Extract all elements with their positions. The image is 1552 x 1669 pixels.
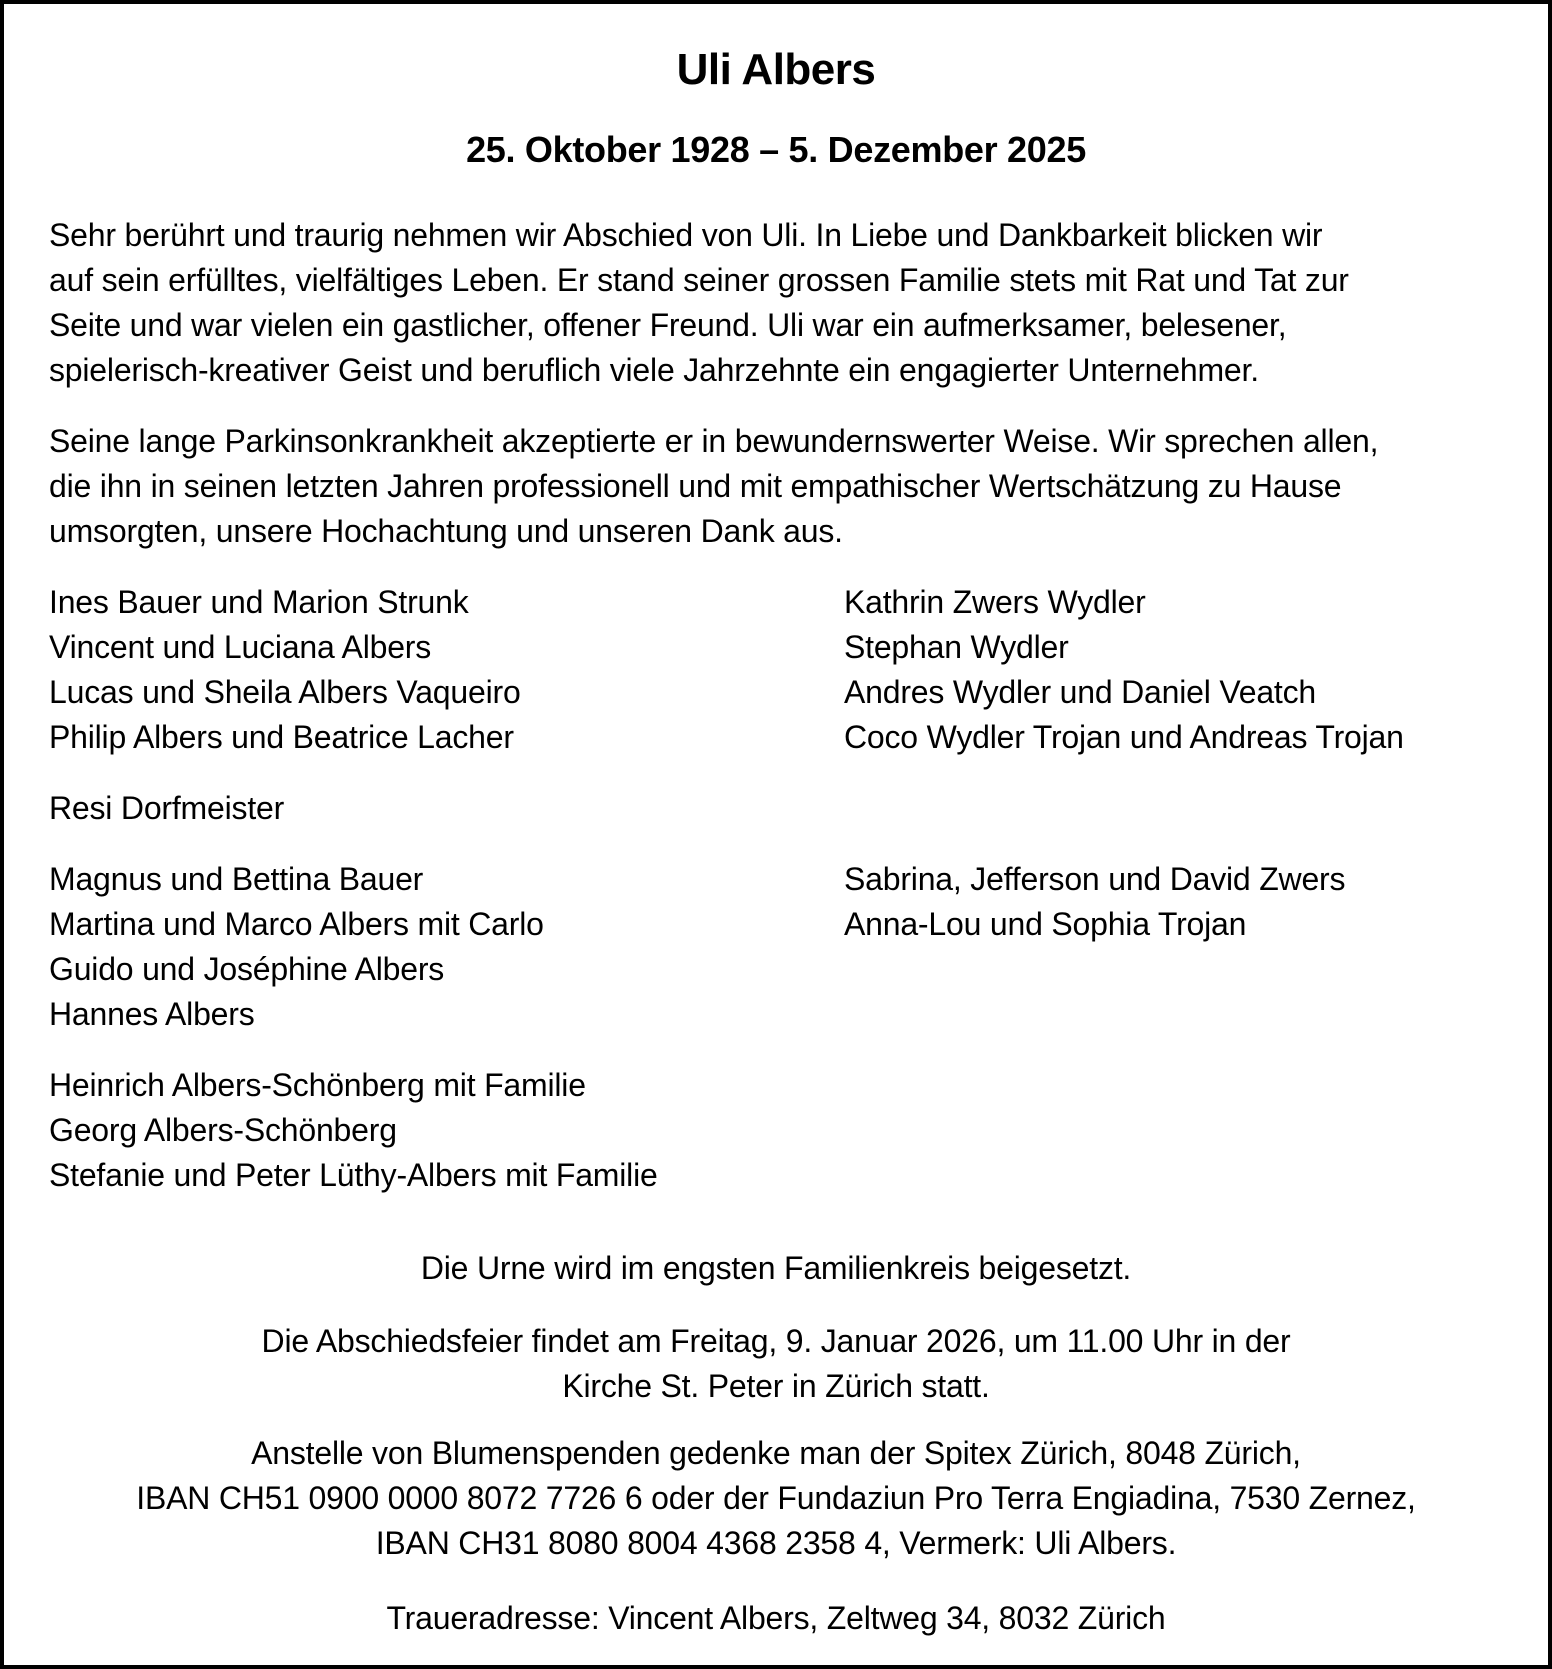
- donation-line: IBAN CH51 0900 0000 8072 7726 6 oder der Fundaziun Pro Terra Engiadina, 7530 Zernez,: [136, 1480, 1416, 1516]
- mourner-column-left: [49, 786, 844, 831]
- obituary-paragraph-1: [49, 213, 1503, 393]
- mourner-name: Sabrina, Jefferson und David Zwers: [844, 861, 1346, 897]
- urn-notice: [49, 1246, 1503, 1291]
- paragraph-line: die ihn in seinen letzten Jahren professionell und mit empathischer Wertschätzung zu Hause: [49, 468, 1342, 504]
- obituary-paragraph-2: [49, 419, 1503, 554]
- mourner-group-4: [49, 1063, 1503, 1198]
- mourner-name: Philip Albers und Beatrice Lacher: [49, 719, 514, 755]
- farewell-service-info: [49, 1319, 1503, 1409]
- deceased-name: Uli Albers: [676, 45, 876, 94]
- paragraph-line: Seine lange Parkinsonkrankheit akzeptierte er in bewundernswerter Weise. Wir sprechen allen,: [49, 423, 1379, 459]
- farewell-line: Die Abschiedsfeier findet am Freitag, 9. Januar 2026, um 11.00 Uhr in der: [261, 1323, 1291, 1359]
- mourner-group-2: [49, 786, 1503, 831]
- mourner-name: Magnus und Bettina Bauer: [49, 861, 424, 897]
- life-dates: 25. Oktober 1928 – 5. Dezember 2025: [466, 129, 1086, 170]
- urn-notice-text: Die Urne wird im engsten Familienkreis beigesetzt.: [420, 1250, 1132, 1286]
- mourner-name: Stefanie und Peter Lüthy-Albers mit Familie: [49, 1157, 658, 1193]
- mourner-name: Lucas und Sheila Albers Vaqueiro: [49, 674, 521, 710]
- donation-line: Anstelle von Blumenspenden gedenke man der Spitex Zürich, 8048 Zürich,: [251, 1435, 1301, 1471]
- mourner-name: Ines Bauer und Marion Strunk: [49, 584, 469, 620]
- mourner-column-right: [844, 857, 1503, 1037]
- mourner-group-3: [49, 857, 1503, 1037]
- paragraph-line: spielerisch-kreativer Geist und beruflich viele Jahrzehnte ein engagierter Unternehmer.: [49, 352, 1259, 388]
- mourner-column-left: [49, 580, 844, 760]
- mourner-column-left: [49, 857, 844, 1037]
- paragraph-line: Seite und war vielen ein gastlicher, offener Freund. Uli war ein aufmerksamer, belesener,: [49, 307, 1287, 343]
- mourner-name: Andres Wydler und Daniel Veatch: [844, 674, 1317, 710]
- mourner-column-left: [49, 1063, 844, 1198]
- paragraph-line: auf sein erfülltes, vielfältiges Leben. Er stand seiner grossen Familie stets mit Rat und Tat zur: [49, 262, 1349, 298]
- paragraph-line: umsorgten, unsere Hochachtung und unseren Dank aus.: [49, 513, 843, 549]
- mourner-name: Heinrich Albers-Schönberg mit Familie: [49, 1067, 586, 1103]
- mourning-address: [49, 1596, 1503, 1641]
- mourner-name: Kathrin Zwers Wydler: [844, 584, 1146, 620]
- mourner-name: Anna-Lou und Sophia Trojan: [844, 906, 1247, 942]
- mourner-name: Hannes Albers: [49, 996, 255, 1032]
- mourner-name: Guido und Joséphine Albers: [49, 951, 445, 987]
- mourner-name: Georg Albers-Schönberg: [49, 1112, 397, 1148]
- farewell-line: Kirche St. Peter in Zürich statt.: [562, 1368, 990, 1404]
- donation-line: IBAN CH31 8080 8004 4368 2358 4, Vermerk: Uli Albers.: [375, 1525, 1177, 1561]
- mourner-name: Resi Dorfmeister: [49, 790, 285, 826]
- mourning-address-text: Traueradresse: Vincent Albers, Zeltweg 34, 8032 Zürich: [386, 1600, 1166, 1636]
- mourner-name: Martina und Marco Albers mit Carlo: [49, 906, 544, 942]
- donation-info: [49, 1431, 1503, 1566]
- mourner-name: Coco Wydler Trojan und Andreas Trojan: [844, 719, 1404, 755]
- mourner-name: Stephan Wydler: [844, 629, 1069, 665]
- paragraph-line: Sehr berührt und traurig nehmen wir Abschied von Uli. In Liebe und Dankbarkeit blicken wir: [49, 217, 1323, 253]
- mourner-group-1: [49, 580, 1503, 760]
- mourner-column-right: [844, 580, 1503, 760]
- mourner-name: Vincent und Luciana Albers: [49, 629, 432, 665]
